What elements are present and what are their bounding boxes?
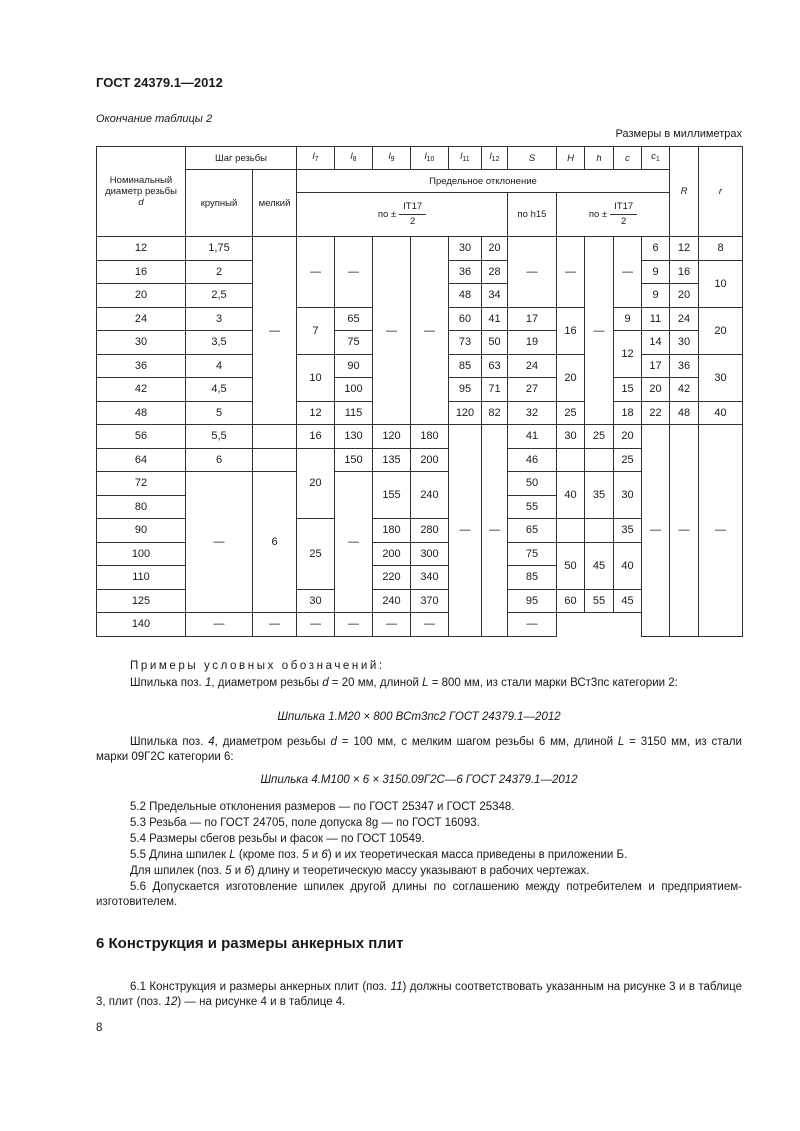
header-l12: $l_{12}$ <box>482 147 508 170</box>
cell-fine <box>253 448 297 472</box>
cell-coarse: 2 <box>186 260 253 284</box>
cell-h: — <box>411 613 449 637</box>
cell-d: 100 <box>97 542 186 566</box>
cell-c1: — <box>642 425 670 637</box>
table-caption: Окончание таблицы 2 <box>96 113 213 125</box>
cell-l9: — <box>253 613 297 637</box>
cell-S: 95 <box>508 589 557 613</box>
cell-c: 12 <box>614 331 642 378</box>
example-2-designation: Шпилька 4.М100 × 6 × 3150.09Г2С—6 ГОСТ 24379.1—2012 <box>260 774 578 786</box>
cell-l11: 60 <box>449 307 482 331</box>
cell-r: 30 <box>699 354 743 401</box>
cell-l11: 120 <box>449 401 482 425</box>
cell-S: 55 <box>508 495 557 519</box>
cell-l10: 300 <box>411 542 449 566</box>
cell-l12: 20 <box>482 237 508 261</box>
cell-h: 55 <box>585 589 614 613</box>
cell-coarse: 1,75 <box>186 237 253 261</box>
cell-l8: 65 <box>335 307 373 331</box>
cell-coarse: 3 <box>186 307 253 331</box>
cell-c: 15 <box>614 378 642 402</box>
cell-r: 10 <box>699 260 743 307</box>
cell-l12: — <box>482 425 508 637</box>
cell-l11: 30 <box>449 237 482 261</box>
cell-H: 40 <box>557 472 585 519</box>
cell-H <box>557 519 585 543</box>
dimensions-table <box>96 146 743 637</box>
cell-d: 110 <box>97 566 186 590</box>
cell-S: 50 <box>508 472 557 496</box>
cell-l12: 34 <box>482 284 508 308</box>
cell-l9: 220 <box>373 566 411 590</box>
document-code: ГОСТ 24379.1—2012 <box>96 75 223 90</box>
header-S: S <box>508 147 557 170</box>
header-r: r <box>699 147 743 237</box>
cell-S: 24 <box>508 354 557 378</box>
cell-d: 72 <box>97 472 186 496</box>
cell-c: — <box>614 237 642 308</box>
cell-l10: — <box>411 237 449 425</box>
cell-H <box>557 448 585 472</box>
cell-c1: 14 <box>642 331 670 355</box>
clause-5-5-note: Для шпилек (поз. 5 и 6) длину и теоретическую массу указывают в рабочих чертежах. <box>130 865 590 877</box>
cell-H: 16 <box>557 307 585 354</box>
cell-c1: 11 <box>642 307 670 331</box>
clause-6-1: 6.1 Конструкция и размеры анкерных плит (поз. 11) должны соответствовать указанным на рисунке 3 и в таблице 3, плит (поз. 12) — на рисунке 4 и в таблице 4. <box>96 981 742 1008</box>
cell-S: 65 <box>508 519 557 543</box>
header-l11: $l_{11}$ <box>449 147 482 170</box>
cell-l10: 280 <box>411 519 449 543</box>
header-l10: $l_{10}$ <box>411 147 449 170</box>
header-c1: $c_1$ <box>642 147 670 170</box>
header-l8: $l_8$ <box>335 147 373 170</box>
cell-coarse: 6 <box>186 448 253 472</box>
cell-l9: 200 <box>373 542 411 566</box>
cell-coarse: 4 <box>186 354 253 378</box>
cell-S: 19 <box>508 331 557 355</box>
cell-l10: — <box>297 613 335 637</box>
cell-h: 25 <box>585 425 614 449</box>
cell-c: 9 <box>614 307 642 331</box>
cell-H: 60 <box>557 589 585 613</box>
cell-l7: — <box>186 613 253 637</box>
header-fine: мелкий <box>253 170 297 237</box>
header-coarse: крупный <box>186 170 253 237</box>
cell-c: 30 <box>614 472 642 519</box>
cell-c1: 6 <box>642 237 670 261</box>
cell-l11: 73 <box>449 331 482 355</box>
cell-c1: 9 <box>642 260 670 284</box>
cell-R: — <box>670 425 699 637</box>
cell-d: 20 <box>97 284 186 308</box>
header-tolerance-h15: по h15 <box>508 193 557 237</box>
cell-l8: 90 <box>335 354 373 378</box>
cell-R: 30 <box>670 331 699 355</box>
cell-d: 125 <box>97 589 186 613</box>
cell-c: 18 <box>614 401 642 425</box>
cell-c: — <box>508 613 557 637</box>
cell-l9: 135 <box>373 448 411 472</box>
cell-l12: 41 <box>482 307 508 331</box>
examples-heading: Примеры условных обозначений: <box>130 660 385 672</box>
cell-c1: 20 <box>642 378 670 402</box>
cell-l8: 130 <box>335 425 373 449</box>
cell-l7: 16 <box>297 425 335 449</box>
cell-l8: 75 <box>335 331 373 355</box>
cell-S: 75 <box>508 542 557 566</box>
cell-h <box>585 519 614 543</box>
cell-coarse: 5 <box>186 401 253 425</box>
cell-coarse: 4,5 <box>186 378 253 402</box>
cell-S: 27 <box>508 378 557 402</box>
header-nominal-diameter: Номинальный диаметр резьбы d <box>97 147 186 237</box>
header-h: h <box>585 147 614 170</box>
units-note: Размеры в миллиметрах <box>615 128 742 140</box>
cell-c1: 17 <box>642 354 670 378</box>
cell-l7: 20 <box>297 448 335 519</box>
cell-d: 64 <box>97 448 186 472</box>
cell-H: 30 <box>557 425 585 449</box>
cell-c1: 9 <box>642 284 670 308</box>
header-R: R <box>670 147 699 237</box>
cell-R: 16 <box>670 260 699 284</box>
cell-d: 36 <box>97 354 186 378</box>
cell-l12: 28 <box>482 260 508 284</box>
header-H: H <box>557 147 585 170</box>
clause-5-6: 5.6 Допускается изготовление шпилек другой длины по соглашению между потребителем и предприятием-изготовителем. <box>96 881 742 908</box>
cell-l10: 200 <box>411 448 449 472</box>
cell-l7: — <box>297 237 335 308</box>
cell-h: — <box>585 237 614 425</box>
cell-l8: 150 <box>335 448 373 472</box>
clause-5-2: 5.2 Предельные отклонения размеров — по ГОСТ 25347 и ГОСТ 25348. <box>130 801 515 813</box>
cell-d: 48 <box>97 401 186 425</box>
cell-d: 90 <box>97 519 186 543</box>
cell-d: 12 <box>97 237 186 261</box>
header-thread-pitch: Шаг резьбы <box>186 147 297 170</box>
cell-l9: 180 <box>373 519 411 543</box>
cell-S: 17 <box>508 307 557 331</box>
cell-l10: 340 <box>411 566 449 590</box>
cell-c1: 22 <box>642 401 670 425</box>
cell-l12: 82 <box>482 401 508 425</box>
cell-coarse: 3,5 <box>186 331 253 355</box>
cell-l7: 10 <box>297 354 335 401</box>
cell-H: 20 <box>557 354 585 401</box>
cell-R: 12 <box>670 237 699 261</box>
cell-H: — <box>557 237 585 308</box>
cell-l11: 85 <box>449 354 482 378</box>
cell-l9: 240 <box>373 589 411 613</box>
cell-c: 20 <box>614 425 642 449</box>
clause-5-5: 5.5 Длина шпилек L (кроме поз. 5 и 6) и их теоретическая масса приведены в приложении Б. <box>130 849 628 861</box>
cell-l10: 180 <box>411 425 449 449</box>
cell-l12: 63 <box>482 354 508 378</box>
cell-l9: 155 <box>373 472 411 519</box>
cell-S: 85 <box>508 566 557 590</box>
cell-d: 16 <box>97 260 186 284</box>
cell-r: 8 <box>699 237 743 261</box>
cell-l10: 370 <box>411 589 449 613</box>
cell-R: 42 <box>670 378 699 402</box>
cell-H: 25 <box>557 401 585 425</box>
cell-coarse: 5,5 <box>186 425 253 449</box>
example-2: Шпилька поз. 4, диаметром резьбы d = 100 мм, с мелким шагом резьбы 6 мм, длиной L = 3150 мм, из стали марки 09Г2С категории 6: <box>96 736 742 763</box>
cell-l8: 100 <box>335 378 373 402</box>
cell-R: 48 <box>670 401 699 425</box>
cell-d: 140 <box>97 613 186 637</box>
cell-d: 56 <box>97 425 186 449</box>
header-l9: $l_9$ <box>373 147 411 170</box>
cell-l8: — <box>335 472 373 613</box>
header-l7: $l_7$ <box>297 147 335 170</box>
cell-S: — <box>335 613 373 637</box>
cell-coarse: 2,5 <box>186 284 253 308</box>
cell-S: — <box>508 237 557 308</box>
example-1: Шпилька поз. 1, диаметром резьбы d = 20 мм, длиной L = 800 мм, из стали марки ВСт3пс категории 2: <box>130 677 678 689</box>
cell-l9: — <box>373 237 411 425</box>
cell-c: 40 <box>614 542 642 589</box>
cell-c: 35 <box>614 519 642 543</box>
cell-l8: 115 <box>335 401 373 425</box>
cell-d: 30 <box>97 331 186 355</box>
cell-coarse: — <box>186 472 253 613</box>
cell-h: 45 <box>585 542 614 589</box>
cell-R: 36 <box>670 354 699 378</box>
cell-h <box>585 448 614 472</box>
cell-r: 40 <box>699 401 743 425</box>
cell-fine-dash: — <box>253 237 297 425</box>
clause-5-3: 5.3 Резьба — по ГОСТ 24705, поле допуска 8g — по ГОСТ 16093. <box>130 817 480 829</box>
cell-H: — <box>373 613 411 637</box>
cell-c: 45 <box>614 589 642 613</box>
cell-l11: 95 <box>449 378 482 402</box>
cell-l12: 50 <box>482 331 508 355</box>
cell-d: 80 <box>97 495 186 519</box>
cell-l11: 36 <box>449 260 482 284</box>
cell-l7: 7 <box>297 307 335 354</box>
cell-R: 24 <box>670 307 699 331</box>
header-tolerance-it17-2: по ± $\frac{IT17}{2}$ <box>557 193 670 237</box>
cell-S: 41 <box>508 425 557 449</box>
cell-H: 50 <box>557 542 585 589</box>
cell-l8: — <box>335 237 373 308</box>
cell-r: — <box>699 425 743 637</box>
cell-fine: 6 <box>253 472 297 613</box>
cell-l11: — <box>449 425 482 637</box>
section-6-title: 6 Конструкция и размеры анкерных плит <box>96 935 404 952</box>
header-limit-deviation: Предельное отклонение <box>297 170 670 193</box>
example-1-designation: Шпилька 1.М20 × 800 ВСт3пс2 ГОСТ 24379.1—2012 <box>277 711 561 723</box>
cell-S: 46 <box>508 448 557 472</box>
cell-l7: 25 <box>297 519 335 590</box>
cell-d: 24 <box>97 307 186 331</box>
cell-R: 20 <box>670 284 699 308</box>
cell-fine <box>253 425 297 449</box>
cell-h: 35 <box>585 472 614 519</box>
cell-c: 25 <box>614 448 642 472</box>
cell-l12: 71 <box>482 378 508 402</box>
page-number: 8 <box>96 1022 103 1034</box>
cell-S: 32 <box>508 401 557 425</box>
cell-l7: 30 <box>297 589 335 613</box>
cell-l11: 48 <box>449 284 482 308</box>
cell-d: 42 <box>97 378 186 402</box>
cell-l9: 120 <box>373 425 411 449</box>
header-c: c <box>614 147 642 170</box>
cell-r: 20 <box>699 307 743 354</box>
clause-5-4: 5.4 Размеры сбегов резьбы и фасок — по ГОСТ 10549. <box>130 833 425 845</box>
header-tolerance-it17: по ± $\frac{IT17}{2}$ <box>297 193 508 237</box>
cell-l10: 240 <box>411 472 449 519</box>
cell-l7: 12 <box>297 401 335 425</box>
